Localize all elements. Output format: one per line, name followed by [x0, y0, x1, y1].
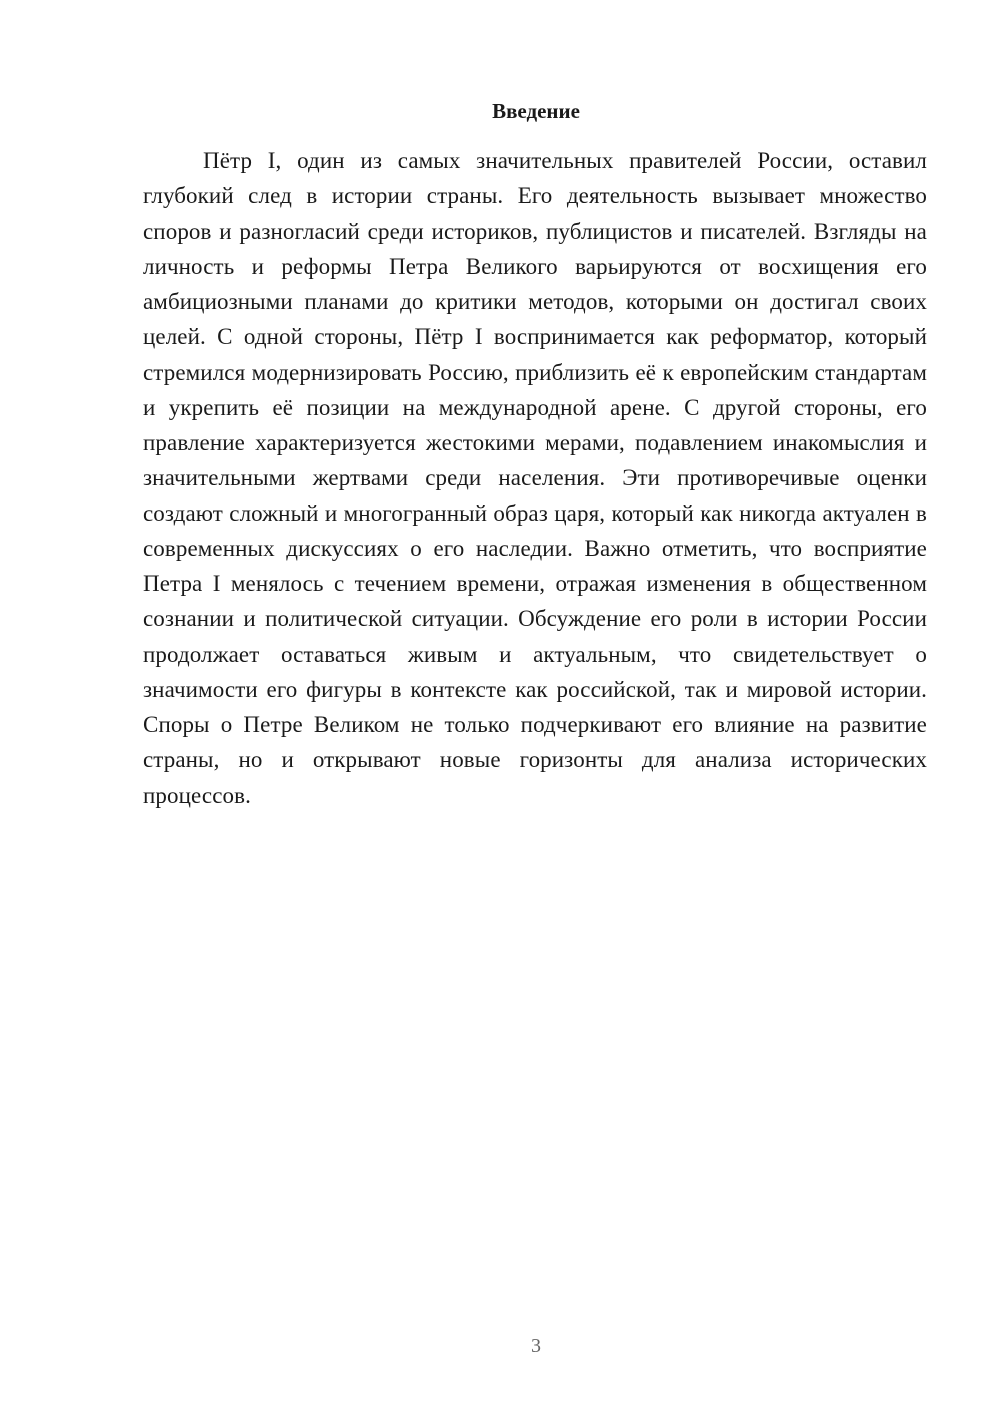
page-number: 3	[531, 1335, 541, 1357]
body-paragraph: Пётр I, один из самых значительных правителей России, оставил глубокий след в истории страны. Его деятельность вызывает множество споров и разногласий среди историков, публицистов и писателей. Взгляды на личность и реформы Петра Великого варьируются от восхищения его амбициозными планами до критики методов, которыми он достигал своих целей. С одной стороны, Пётр I воспринимается как реформатор, который стремился модернизировать Россию, приблизить её к европейским стандартам и укрепить её позиции на международной арене. С другой стороны, его правление характеризуется жестокими мерами, подавлением инакомыслия и значительными жертвами среди населения. Эти противоречивые оценки создают сложный и многогранный образ царя, который как никогда актуален в современных дискуссиях о его наследии. Важно отметить, что восприятие Петра I менялось с течением времени, отражая изменения в общественном сознании и политической ситуации. Обсуждение его роли в истории России продолжает оставаться живым и актуальным, что свидетельствует о значимости его фигуры в контексте как российской, так и мировой истории. Споры о Петре Великом не только подчеркивают его влияние на развитие страны, но и открывают новые горизонты для анализа исторических процессов.	[143, 148, 927, 808]
section-heading: Введение	[492, 99, 580, 123]
